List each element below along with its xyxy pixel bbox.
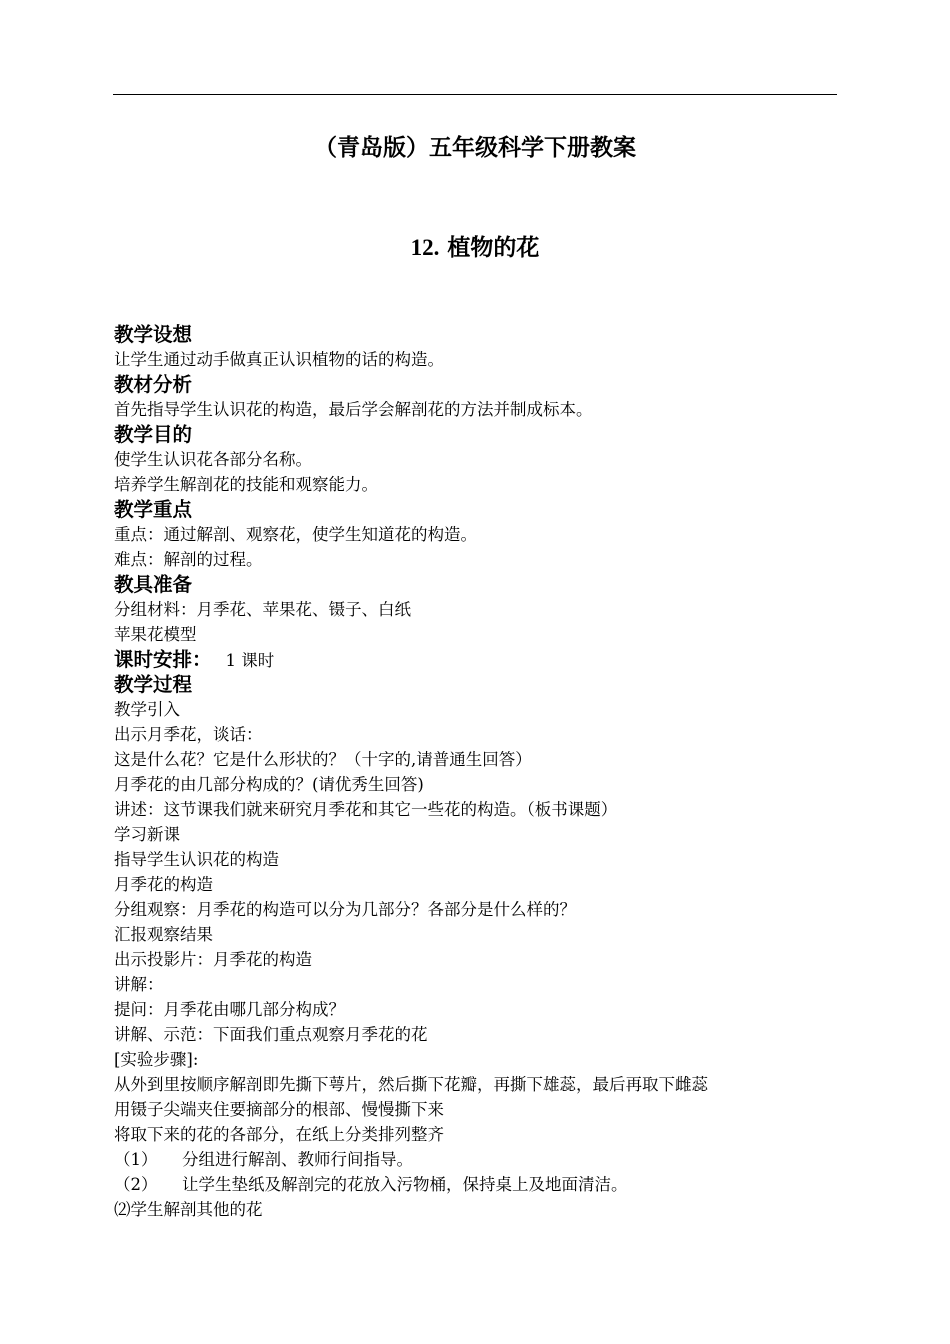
heading-process: 教学过程 bbox=[114, 673, 193, 696]
process-last-line: ⑵学生解剖其他的花 bbox=[114, 1200, 263, 1219]
process-line: 学习新课 bbox=[114, 825, 180, 844]
process-line: 指导学生认识花的构造 bbox=[114, 850, 279, 869]
process-line: 从外到里按顺序解剖即先撕下萼片，然后撕下花瓣，再撕下雄蕊，最后再取下雌蕊 bbox=[114, 1075, 708, 1094]
process-line: 讲解、示范：下面我们重点观察月季花的花 bbox=[114, 1025, 428, 1044]
process-line: 讲述：这节课我们就来研究月季花和其它一些花的构造。（板书课题） bbox=[114, 800, 618, 819]
item-text: 让学生垫纸及解剖完的花放入污物桶，保持桌上及地面清洁。 bbox=[182, 1175, 628, 1194]
process-line: 月季花的由几部分构成的？(请优秀生回答) bbox=[114, 775, 424, 794]
design-line: 让学生通过动手做真正认识植物的话的构造。 bbox=[114, 350, 444, 369]
process-line: 将取下来的花的各部分，在纸上分类排列整齐 bbox=[114, 1125, 444, 1144]
lesson-title bbox=[0, 233, 950, 263]
item-text: 分组进行解剖、教师行间指导。 bbox=[182, 1150, 413, 1169]
document-title: （青岛版）五年级科学下册教案 bbox=[314, 135, 636, 161]
heading-goals: 教学目的 bbox=[114, 423, 193, 446]
process-line: 汇报观察结果 bbox=[114, 925, 213, 944]
goals-line: 培养学生解剖花的技能和观察能力。 bbox=[114, 475, 378, 494]
lesson-plan-body bbox=[114, 322, 838, 1222]
process-line: 讲解： bbox=[114, 975, 164, 994]
process-line: 出示月季花，谈话： bbox=[114, 725, 263, 744]
analysis-line: 首先指导学生认识花的构造，最后学会解剖花的方法并制成标本。 bbox=[114, 400, 593, 419]
heading-focus: 教学重点 bbox=[114, 498, 193, 521]
process-line: 提问：月季花由哪几部分构成？ bbox=[114, 1000, 345, 1019]
numbered-item bbox=[114, 1147, 838, 1172]
lesson-number: 12. bbox=[410, 235, 440, 260]
process-line: [实验步骤]: bbox=[114, 1050, 199, 1069]
process-line: 教学引入 bbox=[114, 700, 180, 719]
lesson-name: 植物的花 bbox=[447, 235, 540, 261]
process-line: 用镊子尖端夹住要摘部分的根部、慢慢撕下来 bbox=[114, 1100, 444, 1119]
focus-line: 难点：解剖的过程。 bbox=[114, 550, 263, 569]
process-line: 月季花的构造 bbox=[114, 875, 213, 894]
heading-schedule bbox=[114, 647, 838, 672]
item-number: （1） bbox=[114, 1150, 158, 1169]
process-line: 分组观察：月季花的构造可以分为几部分？各部分是什么样的？ bbox=[114, 900, 576, 919]
process-line: 这是什么花？它是什么形状的？（十字的,请普通生回答） bbox=[114, 750, 532, 769]
schedule-value: 1 课时 bbox=[225, 651, 275, 670]
goals-line: 使学生认识花各部分名称。 bbox=[114, 450, 312, 469]
heading-analysis: 教材分析 bbox=[114, 373, 193, 396]
materials-line: 苹果花模型 bbox=[114, 625, 197, 644]
process-line: 出示投影片：月季花的构造 bbox=[114, 950, 312, 969]
header-rule bbox=[113, 94, 837, 95]
focus-line: 重点：通过解剖、观察花，使学生知道花的构造。 bbox=[114, 525, 477, 544]
schedule-label: 课时安排： bbox=[114, 648, 212, 671]
numbered-item bbox=[114, 1172, 838, 1197]
heading-design: 教学设想 bbox=[114, 323, 193, 346]
item-number: （2） bbox=[114, 1175, 158, 1194]
heading-materials: 教具准备 bbox=[114, 573, 193, 596]
materials-line: 分组材料：月季花、苹果花、镊子、白纸 bbox=[114, 600, 411, 619]
